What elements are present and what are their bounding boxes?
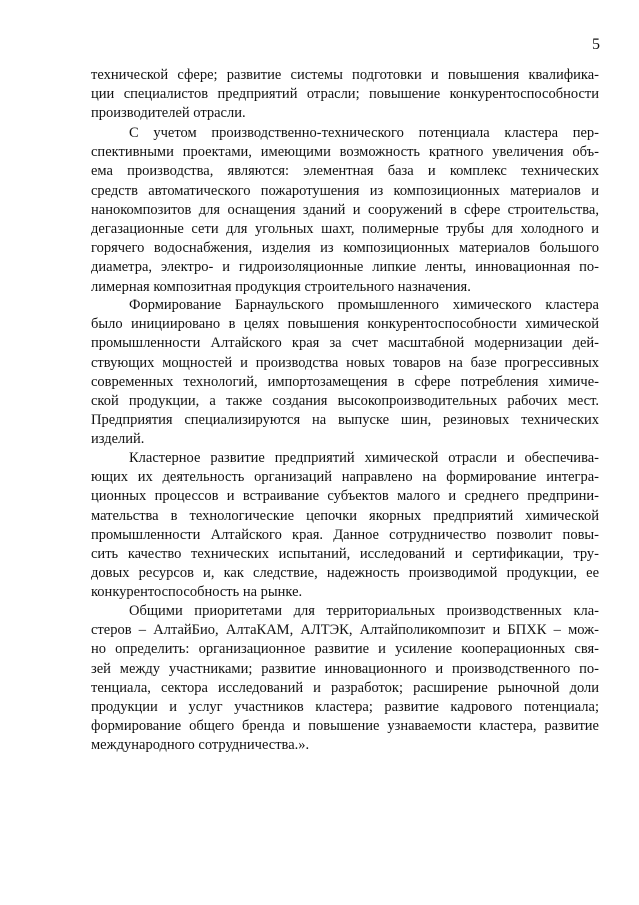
text-line: Формирование Барнаульского промышленного химического кластера: [129, 297, 599, 313]
paragraph-2: [91, 124, 599, 297]
text-line: Предприятия специализируются на выпуске шин, резиновых технических: [91, 412, 599, 429]
text-line: лимерная композитная продукция строительного назначения.: [91, 278, 471, 295]
text-line: Кластерное развитие предприятий химической отрасли и обеспечива-: [129, 450, 599, 466]
text-line: производителей отрасли.: [91, 105, 246, 122]
text-line: формирование общего бренда и повышение узнаваемости кластера, развитие: [91, 718, 599, 735]
text-line: было инициировано в целях повышения конкурентоспособности химической: [91, 316, 599, 333]
text-line: изделий.: [91, 431, 145, 448]
text-line: ской продукции, а также создания высокопроизводительных рабочих мест.: [91, 392, 599, 409]
text-line: сить качество технических испытаний, исследований и сертификации, тру-: [91, 545, 599, 562]
text-line: спективными проектами, имеющими возможность кратного увеличения объ-: [91, 144, 599, 161]
text-line: ционных процессов и встраивание субъектов малого и среднего предприни-: [91, 488, 599, 505]
text-line: диаметра, электро- и гидроизоляционные липкие ленты, инновационная по-: [91, 259, 599, 276]
text-line: Общими приоритетами для территориальных производственных кла-: [129, 603, 599, 619]
text-line: горячего водоснабжения, изделия из композиционных материалов большого: [91, 240, 599, 257]
text-line: зей между участниками; развитие инновационного и производственного по-: [91, 660, 599, 677]
text-line: мательства в технологические цепочки якорных предприятий химической: [91, 507, 599, 524]
text-line: промышленности Алтайского края. Данное сотрудничество позволит повы-: [91, 526, 599, 543]
text-line: но определить: организационное развитие и усиление кооперационных свя-: [91, 641, 599, 658]
text-line: ствующих мощностей и производства новых товаров на базе прогрессивных: [91, 354, 599, 371]
text-line: современных технологий, импортозамещения в сфере потребления химиче-: [91, 373, 599, 390]
text-line: продукции и услуг участников кластера; развитие кадрового потенциала;: [91, 698, 599, 715]
text-line: тенциала, сектора исследований и разработок; расширение рыночной доли: [91, 679, 599, 696]
paragraph-3: [91, 296, 599, 450]
text-line: стеров – АлтайБио, АлтаКАМ, АЛТЭК, Алтайполикомпозит и БПХК – мож-: [91, 622, 599, 639]
text-line: промышленности Алтайского края за счет масштабной модернизации дей-: [91, 335, 599, 352]
text-line: технической сфере; развитие системы подготовки и повышения квалифика-: [91, 67, 599, 83]
text-line: конкурентоспособность на рынке.: [91, 584, 303, 601]
text-line: довых ресурсов и, как следствие, надежность производимой продукции, ее: [91, 565, 599, 582]
page-number: 5: [592, 36, 600, 53]
text-line: нанокомпозитов для оснащения зданий и сооружений в сфере строительства,: [91, 201, 599, 218]
paragraph-1: [91, 66, 599, 124]
text-line: международного сотрудничества.».: [91, 737, 310, 754]
paragraph-5: [91, 602, 599, 756]
paragraph-4: [91, 449, 599, 603]
text-line: С учетом производственно-технического потенциала кластера пер-: [129, 125, 599, 141]
text-line: дегазационные сети для угольных шахт, полимерные трубы для холодного и: [91, 220, 599, 237]
text-line: ции специалистов предприятий отрасли; повышение конкурентоспособности: [91, 86, 599, 103]
text-line: ющих их деятельность организаций направлено на формирование интегра-: [91, 469, 599, 486]
text-line: средств автоматического пожаротушения из композиционных материалов и: [91, 182, 599, 199]
text-line: ема производства, являются: элементная база и комплекс технических: [91, 163, 599, 180]
